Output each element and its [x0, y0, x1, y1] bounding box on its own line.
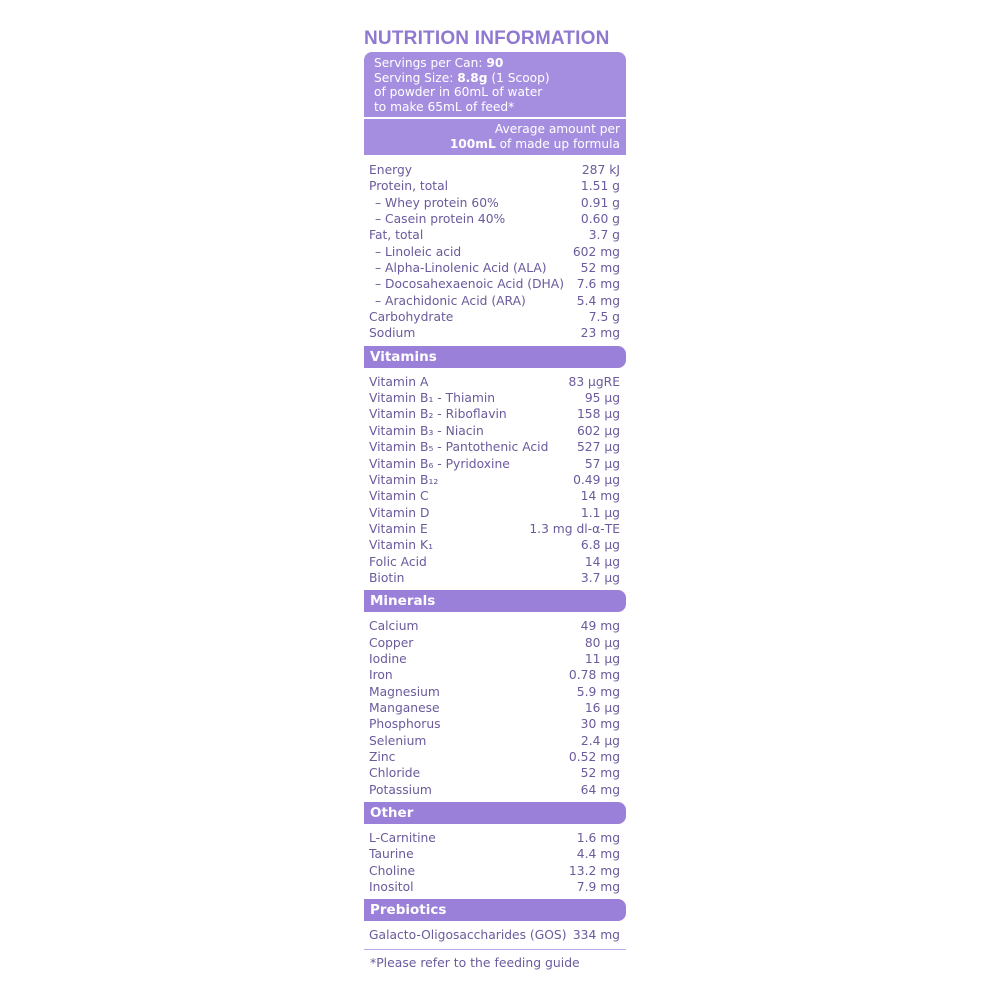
nutrient-value: 13.2 mg — [568, 863, 620, 878]
nutrient-label: Manganese — [369, 700, 440, 715]
nutrient-value: 3.7 µg — [580, 570, 620, 585]
table-row — [369, 667, 620, 683]
table-row — [369, 439, 620, 455]
nutrient-sections — [364, 346, 626, 944]
nutrient-value: 527 µg — [576, 440, 620, 455]
nutrient-value: 1.3 mg dl-α-TE — [529, 521, 620, 536]
nutrient-value: 95 µg — [584, 391, 620, 406]
table-row — [369, 276, 620, 292]
section-header-other: Other — [364, 802, 626, 824]
nutrient-label: Choline — [369, 863, 416, 878]
nutrient-value: 2.4 µg — [580, 733, 620, 748]
nutrient-label: Vitamin C — [369, 489, 429, 504]
footnote: *Please refer to the feeding guide — [370, 954, 580, 970]
table-row — [369, 211, 620, 227]
nutrition-panel — [364, 26, 626, 970]
table-row — [369, 472, 620, 488]
nutrient-value: 83 µgRE — [568, 374, 620, 389]
table-row — [369, 227, 620, 243]
nutrient-label: Carbohydrate — [369, 310, 454, 325]
table-row — [369, 178, 620, 194]
nutrient-value: 52 mg — [580, 261, 620, 276]
nutrient-value: 0.78 mg — [568, 668, 620, 683]
table-row — [369, 733, 620, 749]
section-header-prebiotics: Prebiotics — [364, 899, 626, 921]
nutrient-value: 7.9 mg — [576, 880, 620, 895]
nutrient-label: Potassium — [369, 782, 432, 797]
table-row — [369, 374, 620, 390]
nutrient-value: 1.6 mg — [576, 831, 620, 846]
table-row — [369, 927, 620, 943]
table-row — [369, 195, 620, 211]
table-row — [369, 830, 620, 846]
table-row — [369, 293, 620, 309]
table-row — [369, 651, 620, 667]
table-row — [369, 244, 620, 260]
average-amount-box: Average amount per 100mL of made up formula — [364, 119, 626, 155]
nutrient-value: 7.5 g — [588, 310, 620, 325]
table-row — [369, 846, 620, 862]
table-row — [369, 537, 620, 553]
nutrient-value: 0.49 µg — [573, 472, 620, 487]
nutrient-label: Vitamin K₁ — [369, 538, 434, 553]
nutrient-label: Vitamin B₃ - Niacin — [369, 423, 484, 438]
nutrient-value: 287 kJ — [581, 163, 620, 177]
page-title: NUTRITION INFORMATION — [364, 28, 610, 49]
nutrient-label: L-Carnitine — [369, 831, 436, 846]
table-row — [369, 505, 620, 521]
nutrient-value: 1.1 µg — [580, 505, 620, 520]
nutrient-label: Zinc — [369, 750, 396, 764]
nutrient-value: 23 mg — [580, 326, 620, 341]
nutrient-label: Iodine — [369, 651, 407, 666]
servings-line: Servings per Can: 90 — [374, 56, 504, 70]
table-row — [369, 635, 620, 651]
nutrient-label: Vitamin B₂ - Riboflavin — [369, 407, 507, 422]
nutrient-value: 30 mg — [580, 717, 620, 732]
nutrient-label: Vitamin A — [369, 374, 429, 389]
section-header-vitamins: Vitamins — [364, 346, 626, 368]
serving-line-4: to make 65mL of feed* — [374, 99, 515, 114]
table-row — [369, 162, 620, 178]
nutrient-label: Vitamin D — [369, 505, 430, 520]
nutrient-value: 14 µg — [584, 554, 620, 569]
table-row — [369, 309, 620, 325]
nutrient-value: 64 mg — [580, 782, 620, 797]
nutrient-label: Vitamin B₁ - Thiamin — [369, 391, 496, 406]
table-row — [369, 570, 620, 586]
nutrient-label: Vitamin B₅ - Pantothenic Acid — [369, 440, 549, 455]
table-row — [369, 765, 620, 781]
table-row — [369, 325, 620, 341]
table-row — [369, 879, 620, 895]
nutrient-label: Selenium — [369, 733, 427, 748]
nutrient-label: Magnesium — [369, 684, 440, 699]
nutrient-value: 14 mg — [580, 489, 620, 504]
table-row — [369, 782, 620, 798]
nutrient-value: 158 µg — [576, 407, 620, 422]
section-rows-other — [364, 824, 626, 895]
nutrient-value: 1.51 g — [580, 179, 620, 194]
nutrient-value: 49 mg — [580, 619, 620, 634]
nutrient-value: 7.6 mg — [576, 277, 620, 292]
table-row — [369, 406, 620, 422]
nutrient-value: 11 µg — [584, 651, 620, 666]
nutrient-label: Sodium — [369, 326, 416, 341]
table-row — [369, 260, 620, 276]
serving-info-box — [364, 52, 626, 117]
nutrient-value: 334 mg — [572, 928, 620, 943]
nutrient-label: Folic Acid — [369, 554, 427, 569]
nutrient-label: – Casein protein 40% — [375, 212, 506, 227]
nutrient-label: Iron — [369, 668, 393, 683]
nutrient-label: – Docosahexaenoic Acid (DHA) — [375, 277, 565, 292]
nutrient-label: Inositol — [369, 880, 414, 895]
table-row — [369, 618, 620, 634]
nutrient-label: Energy — [369, 163, 413, 177]
table-row — [369, 390, 620, 406]
nutrient-label: Fat, total — [369, 228, 424, 243]
nutrient-label: Vitamin B₆ - Pyridoxine — [369, 456, 510, 471]
nutrient-label: Taurine — [369, 847, 414, 862]
nutrient-value: 80 µg — [584, 635, 620, 650]
nutrient-label: Vitamin B₁₂ — [369, 472, 439, 487]
nutrient-label: Protein, total — [369, 179, 449, 194]
nutrient-value: 0.60 g — [580, 212, 620, 227]
table-row — [369, 749, 620, 765]
nutrient-value: 0.91 g — [580, 195, 620, 210]
nutrient-label: – Whey protein 60% — [375, 195, 499, 210]
nutrient-label: Biotin — [369, 570, 405, 585]
table-row — [369, 488, 620, 504]
nutrient-value: 602 mg — [572, 244, 620, 259]
nutrient-value: 6.8 µg — [580, 538, 620, 553]
nutrient-label: – Linoleic acid — [375, 244, 462, 259]
nutrient-label: – Alpha-Linolenic Acid (ALA) — [375, 261, 547, 276]
nutrient-value: 602 µg — [576, 423, 620, 438]
section-header-minerals: Minerals — [364, 590, 626, 612]
nutrient-value: 0.52 mg — [568, 750, 620, 764]
nutrient-value: 52 mg — [580, 766, 620, 781]
nutrient-value: 4.4 mg — [576, 847, 620, 862]
nutrient-label: Copper — [369, 635, 414, 650]
table-row — [369, 456, 620, 472]
serving-line-3: of powder in 60mL of water — [374, 85, 543, 99]
nutrient-label: – Arachidonic Acid (ARA) — [375, 293, 526, 308]
nutrient-value: 3.7 g — [588, 228, 620, 243]
table-row — [369, 554, 620, 570]
table-row — [369, 521, 620, 537]
section-rows-minerals — [364, 612, 626, 798]
section-rows-vitamins — [364, 368, 626, 586]
table-row — [369, 684, 620, 700]
table-row — [369, 863, 620, 879]
table-row — [369, 716, 620, 732]
main-nutrients-list — [364, 155, 626, 342]
nutrient-label: Galacto-Oligosaccharides (GOS) — [369, 928, 567, 943]
nutrient-value: 57 µg — [584, 456, 620, 471]
table-row — [369, 700, 620, 716]
nutrient-label: Vitamin E — [369, 521, 428, 536]
table-row — [369, 423, 620, 439]
nutrient-label: Calcium — [369, 619, 419, 634]
nutrient-value: 5.4 mg — [576, 293, 620, 308]
nutrient-value: 5.9 mg — [576, 684, 620, 699]
section-rows-prebiotics — [364, 921, 626, 943]
serving-size-line: Serving Size: 8.8g (1 Scoop) — [374, 70, 550, 85]
nutrient-label: Chloride — [369, 766, 421, 781]
nutrient-label: Phosphorus — [369, 717, 441, 732]
nutrient-value: 16 µg — [584, 700, 620, 715]
